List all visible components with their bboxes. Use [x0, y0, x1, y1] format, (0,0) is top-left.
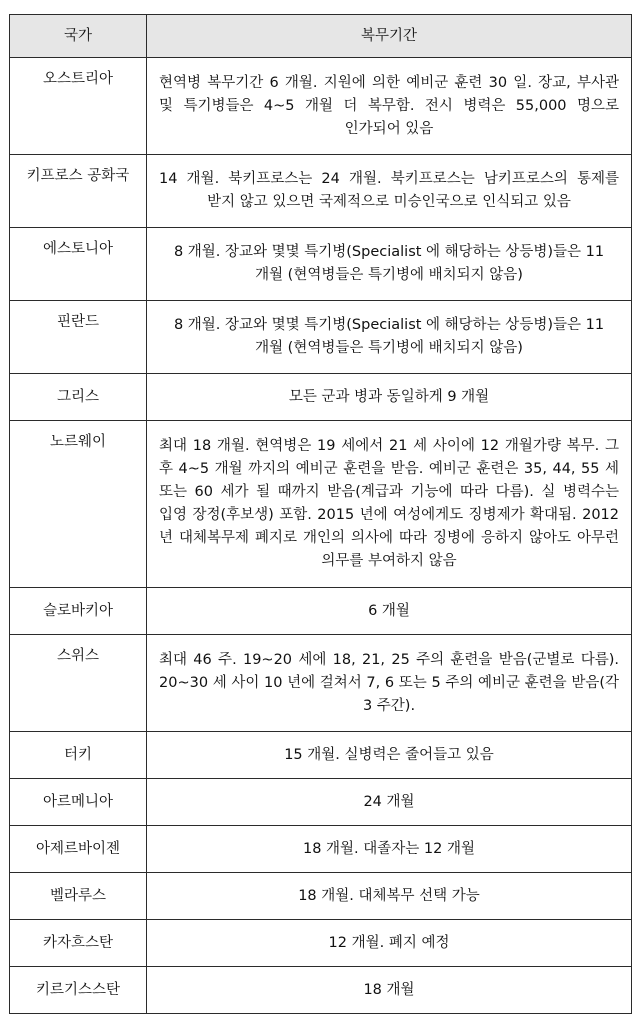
country-cell: 키르기스스탄: [10, 967, 147, 1014]
country-cell: 노르웨이: [10, 421, 147, 588]
period-cell: 8 개월. 장교와 몇몇 특기병(Specialist 에 해당하는 상등병)들은 11 개월 (현역병들은 특기병에 배치되지 않음): [147, 228, 632, 301]
table-row: [10, 228, 632, 301]
header-period: 복무기간: [147, 15, 632, 58]
period-cell: 최대 46 주. 19~20 세에 18, 21, 25 주의 훈련을 받음(군별로 다름). 20~30 세 사이 10 년에 걸쳐서 7, 6 또는 5 주의 예비군 훈련을 받음(각 3 주간).: [147, 635, 632, 732]
table-row: [10, 967, 632, 1014]
table-row: [10, 58, 632, 155]
period-cell: 18 개월. 대체복무 선택 가능: [147, 873, 632, 920]
period-cell: 8 개월. 장교와 몇몇 특기병(Specialist 에 해당하는 상등병)들은 11 개월 (현역병들은 특기병에 배치되지 않음): [147, 301, 632, 374]
table-row: [10, 588, 632, 635]
country-cell: 그리스: [10, 374, 147, 421]
table-row: [10, 155, 632, 228]
table-row: [10, 374, 632, 421]
country-cell: 핀란드: [10, 301, 147, 374]
period-cell: 24 개월: [147, 779, 632, 826]
table-row: [10, 779, 632, 826]
table-body: [10, 58, 632, 1014]
table-row: [10, 873, 632, 920]
period-cell: 현역병 복무기간 6 개월. 지원에 의한 예비군 훈련 30 일. 장교, 부사관 및 특기병들은 4~5 개월 더 복무함. 전시 병력은 55,000 명으로 인가되어 있음: [147, 58, 632, 155]
table-row: [10, 920, 632, 967]
table-header: [10, 15, 632, 58]
table-row: [10, 301, 632, 374]
country-cell: 벨라루스: [10, 873, 147, 920]
country-cell: 에스토니아: [10, 228, 147, 301]
country-cell: 아르메니아: [10, 779, 147, 826]
period-cell: 최대 18 개월. 현역병은 19 세에서 21 세 사이에 12 개월가량 복무. 그 후 4~5 개월 까지의 예비군 훈련을 받음. 예비군 훈련은 35, 44, 55 세 또는 60 세가 될 때까지 받음(계급과 기능에 따라 다름). 실 병력수는 입영 장정(후보생) 포함. 2015 년에 여성에게도 징병제가 확대됨. 2012 년 대체복무제 폐지로 개인의 의사에 따라 징병에 응하지 않아도 아무런 의무를 부여하지 않음: [147, 421, 632, 588]
period-cell: 6 개월: [147, 588, 632, 635]
header-country: 국가: [10, 15, 147, 58]
country-cell: 스위스: [10, 635, 147, 732]
country-cell: 슬로바키아: [10, 588, 147, 635]
table-row: [10, 732, 632, 779]
period-cell: 18 개월. 대졸자는 12 개월: [147, 826, 632, 873]
service-period-table: [9, 14, 632, 1014]
country-cell: 아제르바이젠: [10, 826, 147, 873]
country-cell: 오스트리아: [10, 58, 147, 155]
table-row: [10, 826, 632, 873]
period-cell: 12 개월. 폐지 예정: [147, 920, 632, 967]
period-cell: 14 개월. 북키프로스는 24 개월. 북키프로스는 남키프로스의 통제를 받지 않고 있으면 국제적으로 미승인국으로 인식되고 있음: [147, 155, 632, 228]
country-cell: 키프로스 공화국: [10, 155, 147, 228]
table-row: [10, 421, 632, 588]
header-row: [10, 15, 632, 58]
table-row: [10, 635, 632, 732]
period-cell: 모든 군과 병과 동일하게 9 개월: [147, 374, 632, 421]
period-cell: 15 개월. 실병력은 줄어들고 있음: [147, 732, 632, 779]
period-cell: 18 개월: [147, 967, 632, 1014]
country-cell: 카자흐스탄: [10, 920, 147, 967]
country-cell: 터키: [10, 732, 147, 779]
